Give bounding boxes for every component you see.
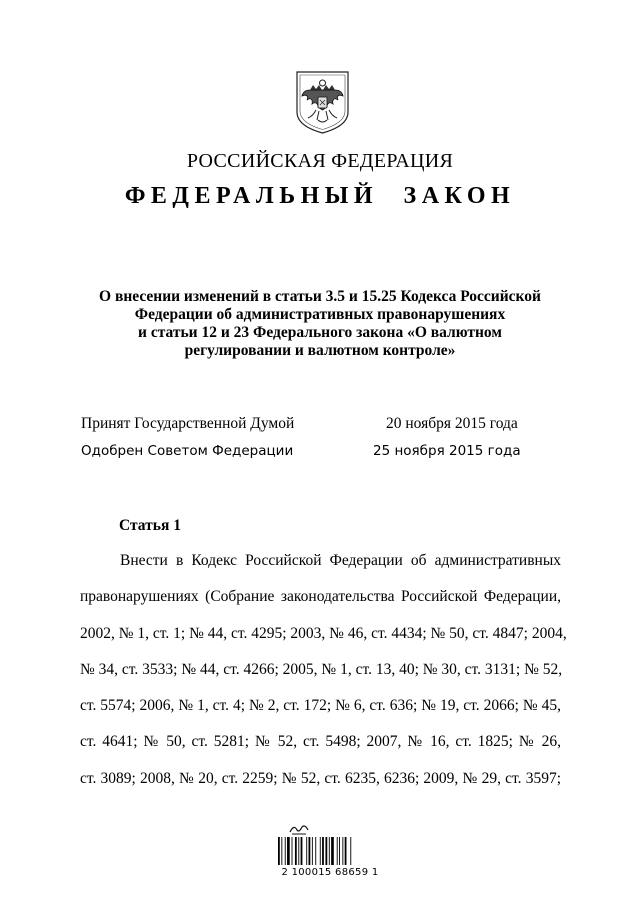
barcode — [270, 823, 390, 883]
article-body — [80, 551, 567, 805]
barcode-bars — [278, 837, 378, 865]
adopted-date: 20 ноября 2015 года — [386, 415, 518, 432]
state-emblem-icon — [291, 66, 354, 136]
barcode-bar — [301, 837, 303, 865]
barcode-bar — [309, 837, 311, 865]
approved-label: Одобрен Советом Федерации — [81, 443, 294, 459]
barcode-bar — [345, 837, 347, 865]
law-type-heading: ФЕДЕРАЛЬНЫЙ ЗАКОН — [124, 183, 516, 209]
barcode-number: 2 100015 68659 1 — [281, 867, 379, 878]
barcode-bar — [292, 837, 293, 865]
barcode-bar — [295, 837, 297, 865]
article-line: ст. 4641; № 50, ст. 5281; № 52, ст. 5498; 2007, № 16, ст. 1825; № 26, — [80, 733, 561, 751]
law-title — [80, 288, 560, 360]
article-line: 2002, № 1, ст. 1; № 44, ст. 4295; 2003, № 46, ст. 4434; № 50, ст. 4847; 2004, — [80, 624, 567, 642]
barcode-bar — [339, 837, 340, 865]
barcode-bar — [329, 837, 330, 865]
barcode-bar — [312, 837, 313, 865]
article-line: ст. 5574; 2006, № 1, ст. 4; № 2, ст. 172; № 6, ст. 636; № 19, ст. 2066; № 45, — [80, 697, 561, 715]
law-title-line: О внесении изменений в статьи 3.5 и 15.25 Кодекса Российской — [99, 288, 541, 305]
barcode-bar — [325, 837, 327, 865]
barcode-bar — [298, 837, 299, 865]
article-line: правонарушениях (Собрание законодательства Российской Федерации, — [80, 588, 561, 606]
barcode-bar — [306, 837, 307, 865]
law-title-line: регулировании и валютном контроле» — [184, 342, 456, 359]
article-title: Статья 1 — [119, 517, 181, 534]
article-line: ст. 3089; 2008, № 20, ст. 2259; № 52, ст. 6235, 6236; 2009, № 29, ст. 3597; — [80, 769, 561, 787]
barcode-bar — [342, 837, 343, 865]
law-title-line: Федерации об административных правонарушениях — [134, 306, 506, 323]
barcode-bar — [350, 837, 351, 865]
barcode-bar — [281, 837, 282, 865]
barcode-bar — [315, 837, 316, 865]
barcode-bar — [278, 837, 280, 865]
barcode-bar — [320, 837, 321, 865]
barcode-bar — [337, 837, 338, 865]
barcode-bar — [331, 837, 334, 865]
law-title-line: и статьи 12 и 23 Федерального закона «О валютном — [138, 324, 502, 341]
signature-mark-icon — [288, 823, 310, 835]
country-heading: РОССИЙСКАЯ ФЕДЕРАЦИЯ — [186, 150, 454, 172]
barcode-bar — [285, 837, 286, 865]
article-line: Внести в Кодекс Российской Федерации об административных — [120, 552, 561, 569]
barcode-bar — [322, 837, 324, 865]
barcode-bar — [287, 837, 290, 865]
adopted-label: Принят Государственной Думой — [81, 415, 295, 432]
article-line: № 34, ст. 3533; № 44, ст. 4266; 2005, № 1, ст. 13, 40; № 30, ст. 3131; № 52, — [80, 660, 563, 678]
approved-date: 25 ноября 2015 года — [373, 443, 521, 459]
